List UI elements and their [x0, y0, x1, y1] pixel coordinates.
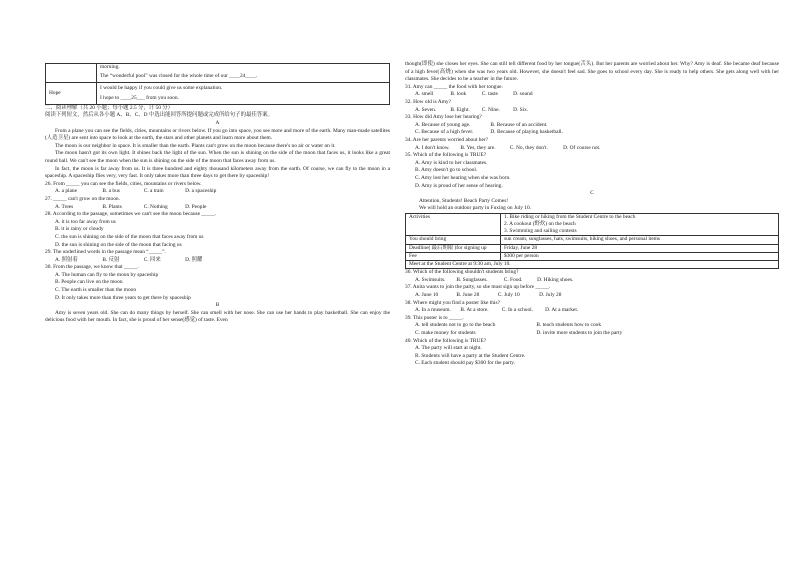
- option: D. July 28: [539, 292, 562, 299]
- table-line: 1. Bike riding or hiking from the Student Centre to the beach: [504, 213, 636, 220]
- question-stem: 26. From _____ you can see the fields, cities, mountains or rivers below.: [45, 180, 202, 187]
- table-cell-value: [97, 83, 390, 104]
- question-stem: 31. Amy can _____ the food with her tongue.: [405, 83, 503, 90]
- option: C. Food.: [503, 276, 523, 283]
- table-cell-value: [501, 213, 779, 236]
- paragraph: From a plane you can see the fields, cities, mountains or rivers below. If you go into space, you see more and more of the earth. Many man-made satellites (人造卫星) are sent into space to look at the earth, the stars and other planets and learn more about them.: [45, 127, 390, 142]
- table-cell-key: Fee: [406, 252, 501, 260]
- question-stem: 29. The underlined words in the passage mean “_____”.: [45, 249, 166, 256]
- paragraph: The moon hasn't got its own light. It shines back the light of the sun. When the sun is shining on the side of the moon that faces us, it looks like a great round ball. We can't see the moon when the sun is shining on the side of the moon that faces away from us.: [45, 150, 390, 164]
- option: A. Swimsuits.: [415, 276, 446, 283]
- table-row: [406, 252, 779, 260]
- option: D. It only takes more than three years to get there by spaceship: [55, 294, 191, 301]
- option: A. In a museum.: [415, 307, 451, 314]
- option: C. 回来: [143, 256, 161, 263]
- option-row: [405, 307, 779, 315]
- option: B. At a store.: [460, 307, 489, 314]
- option: A. Because of young age.: [415, 121, 471, 128]
- option: C. make money for students: [415, 330, 476, 337]
- option: D. People: [185, 203, 207, 210]
- option: C. taste: [481, 91, 498, 98]
- table-line: I would be happy if you could give us some explanation.: [100, 85, 223, 92]
- option: B. Plants: [102, 203, 122, 210]
- option: C. No, they don't.: [509, 144, 548, 151]
- question-stem: 33. How did Amy lose her hearing?: [405, 114, 482, 121]
- option: C. In a school.: [501, 307, 534, 314]
- option-row: [405, 145, 779, 153]
- poster-intro: We will hold an outdoor party in Fuxing on July 10.: [419, 205, 532, 212]
- question-stem: 28. According to the passage, sometimes we can't see the moon because _____.: [45, 211, 217, 218]
- party-table: [405, 213, 779, 269]
- table-cell-key: Activities: [406, 213, 501, 236]
- option: B. teach students how to cook: [536, 322, 602, 329]
- table-cell-value: Friday, June 28: [501, 244, 779, 252]
- option-row: [405, 292, 779, 300]
- option: A. Seven.: [415, 106, 437, 113]
- option: A. 照射着: [55, 256, 78, 263]
- option: C. July 10: [497, 292, 520, 299]
- table-cell-value: [97, 64, 390, 83]
- table-row: [406, 236, 779, 244]
- option: B. People can live on the moon: [55, 279, 123, 286]
- table-cell-key: [46, 64, 97, 83]
- table-line: 2. A cookout (野炊) on the beach: [504, 221, 576, 228]
- option: B. Amy doesn't go to school.: [415, 167, 478, 174]
- option: B. Because of an accident.: [490, 121, 548, 128]
- paragraph: Amy is seven years old. She can do many things by herself. She can smell with her nose. She can use her hands to play basketball. She can enjoy the delicious food with her mouth. In fact, she is proud of her sense(感觉) of taste. Even: [45, 309, 390, 324]
- question-stem: 38. Where might you find a poster like this?: [405, 299, 500, 306]
- table-row: [406, 261, 779, 269]
- option: B. Sunglasses.: [456, 276, 488, 283]
- option: B. June 28: [456, 292, 480, 299]
- question-stem: 30. From the passage, we know that _____.: [45, 264, 139, 271]
- section-instruction: 阅读下列短文，然后从各小题 A、B、C、D 中选出能回答所提问题或完成所给句子的最佳答案。: [45, 112, 273, 119]
- option-row: [45, 204, 390, 212]
- question-stem: 36. Which of the following shouldn't students bring?: [405, 269, 519, 276]
- option: A. smell: [415, 91, 434, 98]
- table-cell-meet: Meet at the Student Centre at 9:30 am, July 10.: [406, 261, 779, 269]
- option: D. Of course not.: [563, 144, 601, 151]
- table-row: [406, 244, 779, 252]
- option: D. the sun is shining on the side of the moon that facing us: [55, 241, 182, 248]
- option: D. Because of playing basketball.: [490, 129, 563, 136]
- table-row: [46, 83, 390, 104]
- table-row: [46, 64, 390, 83]
- option: A. Trees: [55, 203, 74, 210]
- paragraph: In fact, the moon is far away from us. It is three hundred and eighty thousand kilometers away from the earth. Of course, we can fly to the moon in a spaceship. A spaceship flies very, very fast. It only takes more than three days to get there by spaceship!: [45, 165, 390, 180]
- paragraph: The moon is our neighbor in space. It is smaller than the earth. Plants can't grow on the moon because there's no air or water on it.: [55, 142, 336, 149]
- option: C. The earth is smaller than the moon: [55, 287, 137, 294]
- passage-label: B: [215, 302, 220, 309]
- option: A. June 10: [415, 292, 439, 299]
- option-row: [45, 257, 390, 265]
- option: B. a bus: [102, 188, 120, 195]
- table-line: The “wonderful pool” was closed for the whole time of our ____24____.: [100, 73, 258, 80]
- option: C. Each student should pay $300 for the party.: [415, 360, 515, 367]
- option: C. a train: [143, 188, 164, 195]
- option-row: [45, 188, 390, 196]
- option: B. it is rainy or cloudy: [55, 226, 104, 233]
- option-row: [405, 129, 779, 137]
- question-stem: 32. How old is Amy?: [405, 98, 451, 105]
- option: D. Six.: [513, 106, 529, 113]
- table-cell-key: Hope: [46, 83, 97, 104]
- option: D. sound: [513, 91, 533, 98]
- passage-label: C: [590, 190, 594, 197]
- option: B. Eight.: [450, 106, 470, 113]
- option: A. The human can fly to the moon by spaceship: [55, 271, 159, 278]
- option: D. Hiking shoes.: [537, 276, 574, 283]
- option: C. Nine.: [481, 106, 500, 113]
- question-stem: 37. Anita wants to join the party, so she must sign up before _____.: [405, 284, 551, 291]
- option: C. the sun is shining on the side of the moon that faces away from us: [55, 233, 204, 240]
- option: A. tell students not to go to the beach: [415, 322, 496, 329]
- table-cell-key: You should bring: [406, 236, 501, 244]
- question-stem: 39. This poster is to _____.: [405, 314, 464, 321]
- table-cell-key: Deadline( 最后期限 )for signing up: [406, 244, 501, 252]
- table-line: I hope to ____25___ from you soon.: [100, 94, 179, 101]
- table-line: 3. Swimming and sailing contests: [504, 228, 577, 235]
- option: C. Because of a high fever.: [415, 129, 474, 136]
- option: B. 反射: [102, 256, 120, 263]
- question-stem: 34. Are her parents worried about her?: [405, 136, 489, 143]
- left-column: [45, 0, 390, 325]
- option: D. invite more students to join the party: [536, 330, 623, 337]
- question-stem: 40. Which of the following is TRUE?: [405, 337, 487, 344]
- option: D. At a market.: [545, 307, 579, 314]
- table-row: [406, 213, 779, 236]
- table-cell-value: sun cream, sunglasses, hats, swimsuits, hiking shoes, and personal items: [501, 236, 779, 244]
- paragraph: though(即使) she closes her eyes. She can still tell different food by her tongue(舌头). But her parents are worried about her. Why? Amy is deaf. She became deaf because of a high fever(高烧) when she was two years old. However, she doesn't feel sad. She goes to school every day. She is ready to help others. She gets along well with her classmates. She decides to be a teacher in the future.: [405, 61, 779, 83]
- passage-label: A: [215, 120, 220, 126]
- letter-table: [45, 63, 390, 105]
- table-line: morning.: [100, 64, 120, 70]
- option: A. The party will start at night.: [415, 345, 482, 352]
- option: A. it is too far away from us: [55, 218, 116, 225]
- poster-title: Attention, Students! Beach Party Comes!: [419, 197, 509, 204]
- option: D. a spaceship: [185, 188, 217, 195]
- option-row: [405, 91, 779, 99]
- section-heading: 二、阅读理解（共 20 小题；每小题 2.5 分，计 50 分）: [45, 104, 174, 111]
- option: B. look: [450, 91, 467, 98]
- option: C. Nothing: [143, 203, 168, 210]
- option-row: [405, 330, 779, 338]
- option-row: [405, 107, 779, 115]
- table-cell-value: $300 per person: [501, 252, 779, 260]
- option: D. 照耀: [185, 256, 203, 263]
- question-stem: 35. Which of the following is TRUE?: [405, 152, 487, 159]
- option: B. Students will have a party at the Student Centre.: [415, 352, 526, 359]
- option: D. Amy is proud of her sense of hearing.: [415, 182, 503, 189]
- question-stem: 27. _____ can't grow on the moon.: [45, 195, 120, 202]
- option: B. Yes, they are.: [460, 144, 496, 151]
- option: A. I don't know.: [415, 144, 450, 151]
- option: C. Amy lost her hearing when she was born.: [415, 174, 511, 181]
- option: A. Amy is kind to her classmates.: [415, 159, 488, 166]
- option-row: [405, 322, 779, 330]
- right-column: [405, 61, 779, 368]
- option: A. a plane: [55, 188, 78, 195]
